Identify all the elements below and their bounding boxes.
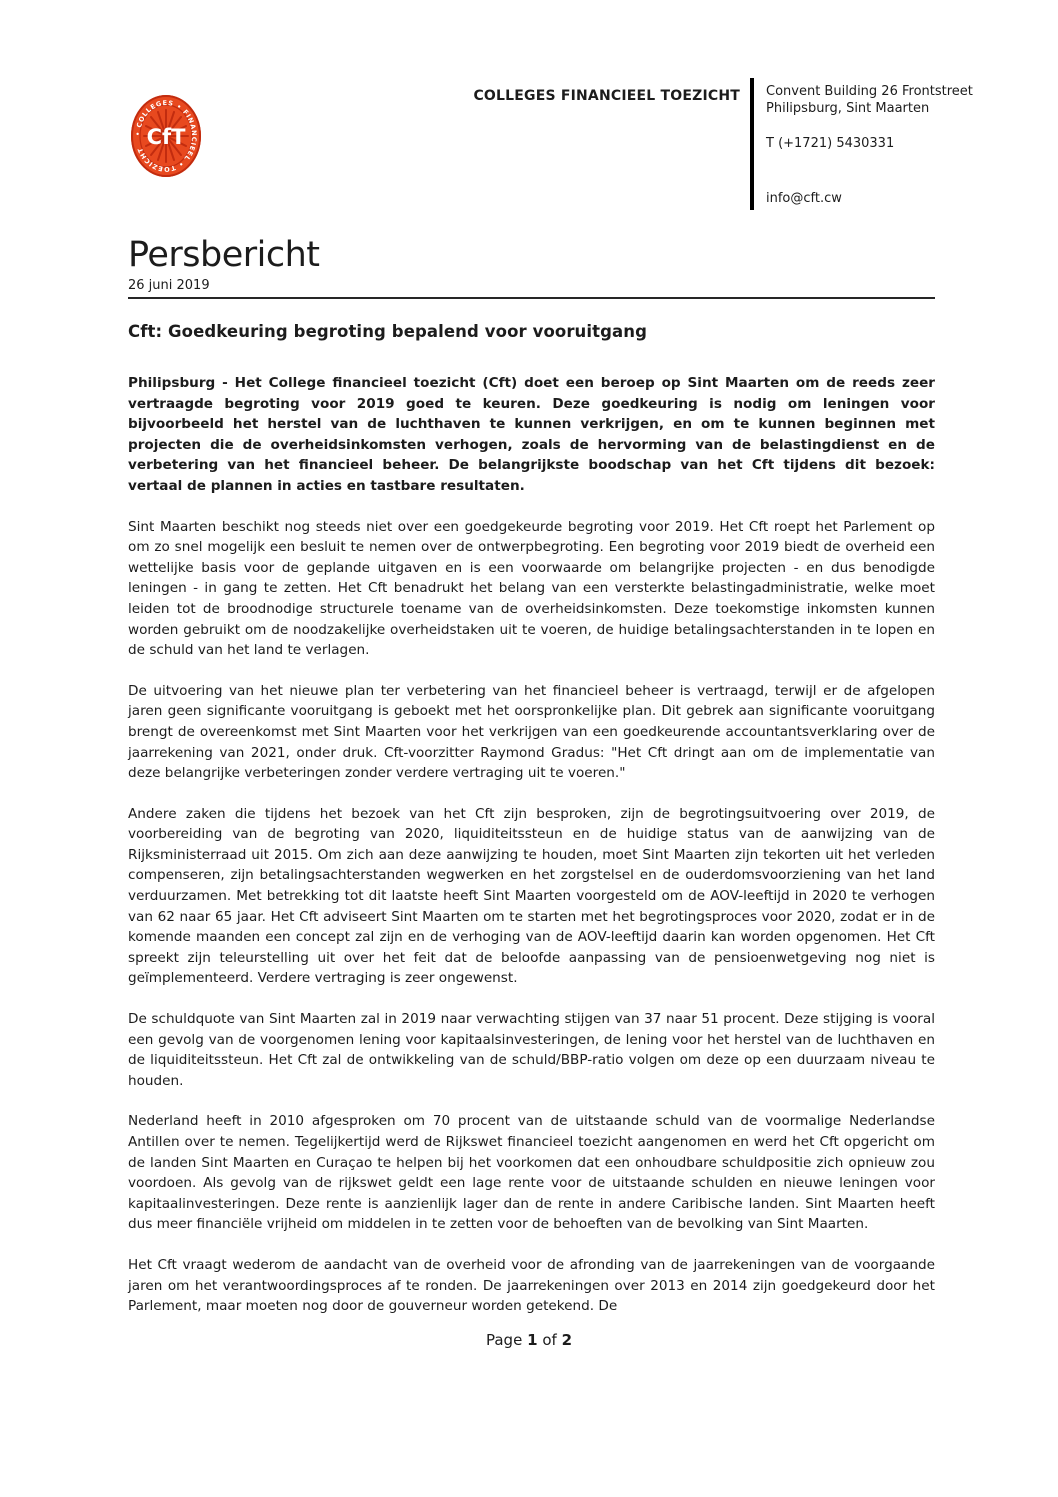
cft-logo-icon — [130, 94, 202, 178]
press-release-body — [128, 322, 935, 1337]
phone-number: T (+1721) 5430331 — [766, 136, 895, 151]
spacer — [766, 152, 973, 190]
page-total: 2 — [561, 1331, 572, 1349]
contact-block — [766, 83, 973, 207]
document-date: 26 juni 2019 — [128, 277, 210, 293]
paragraph: Sint Maarten beschikt nog steeds niet over een goedgekeurde begroting voor 2019. Het Cft roept het Parlement op om zo snel mogelijk een besluit te nemen over de ontwerpbegroting. Een begroting voor 2019 biedt de overheid een wettelijke basis voor de geplande uitgaven en is een voorwaarde om belangrijke projecten - en dus benodigde leningen - in gang te zetten. Het Cft benadrukt het belang van een versterkte belastingadministratie, welke moet leiden tot de broodnodige structurele toename van de overheidsinkomsten. Deze toekomstige inkomsten kunnen worden gebruikt om de noodzakelijke overheidstaken uit te voeren, de huidige betalingsachterstanden in te lopen en de schuld van het land te verlagen. — [128, 518, 935, 659]
headline: Cft: Goedkeuring begroting bepalend voor vooruitgang — [128, 322, 648, 341]
logo-center-text: CfT — [146, 125, 186, 149]
lead-paragraph: Philipsburg - Het College financieel toezicht (Cft) doet een beroep op Sint Maarten om de reeds zeer vertraagde begroting voor 2019 goed te keuren. Deze goedkeuring is nodig om leningen voor bijvoorbeeld het herstel van de luchthaven te kunnen verkrijgen, en om te kunnen beginnen met projecten die de overheidsinkomsten verhogen, zoals de hervorming van de belastingdienst en de verbetering van het financieel beheer. De belangrijkste boodschap van het Cft tijdens dit bezoek: vertaal de plannen in acties en tastbare resultaten. — [128, 375, 935, 494]
header-divider — [750, 78, 754, 210]
logo-ring-text: • COLLEGES • FINANCIEEL • TOEZICHT — [133, 98, 199, 174]
page-footer — [0, 1331, 1058, 1349]
letterhead — [128, 78, 973, 210]
address-line-2: Philipsburg, Sint Maarten — [766, 101, 930, 116]
paragraph: De schuldquote van Sint Maarten zal in 2019 naar verwachting stijgen van 37 naar 51 procent. Deze stijging is vooral een gevolg van de voorgenomen lening voor kapitaalsinvesteringen, de lening voor het herstel van de luchthaven en de liquiditeitssteun. Het Cft zal de ontwikkeling van de schuld/BBP-ratio volgen om deze op een duurzaam niveau te houden. — [128, 1011, 935, 1089]
paragraph: Nederland heeft in 2010 afgesproken om 70 procent van de uitstaande schuld van de voormalige Nederlandse Antillen over te nemen. Tegelijkertijd werd de Rijkswet financieel toezicht aangenomen en werd het Cft opgericht om de landen Sint Maarten en Curaçao te helpen bij het voorkomen dat een onhoudbare schuldpositie zich opnieuw zou voordoen. Als gevolg van de rijkswet geldt een lage rente voor de uitstaande schulden en nieuwe leningen voor kapitaalinvesteringen. Deze rente is aanzienlijk lager dan de rente in andere Caribische landen. Sint Maarten heeft dus meer financiële vrijheid om middelen in te zetten voor de behoeften van de bevolking van Sint Maarten. — [128, 1113, 935, 1233]
paragraph: Andere zaken die tijdens het bezoek van het Cft zijn besproken, zijn de begrotingsuitvoering over 2019, de voorbereiding van de begroting van 2020, liquiditeitssteun en de huidige status van de aanwijzing van de Rijksministerraad uit 2015. Om zich aan deze aanwijzing te houden, moet Sint Maarten zijn tekorten uit het verleden compenseren, zijn betalingsachterstanden wegwerken en het zorgstelsel en de ouderdomsvoorziening van het land verduurzamen. Met betrekking tot dit laatste heeft Sint Maarten voorgesteld om de AOV-leeftijd in 2020 te verhogen van 62 naar 65 jaar. Het Cft adviseert Sint Maarten om te starten met het begrotingsproces voor 2020, zodat er in de komende maanden een concept zal zijn en de verhoging van de AOV-leeftijd daarin kan worden opgenomen. Het Cft spreekt zijn teleurstelling uit over het feit dat de beloofde aanpassing van de pensioenwetgeving nog niet is geïmplementeerd. Verdere vertraging is zeer ongewenst. — [128, 805, 935, 987]
paragraph: Het Cft vraagt wederom de aandacht van de overheid voor de afronding van de jaarrekeningen van de voorgaande jaren om het verantwoordingsproces af te ronden. De jaarrekeningen over 2013 en 2014 zijn goedgekeurd door het Parlement, maar moeten nog door de gouverneur worden getekend. De — [128, 1256, 935, 1315]
spacer — [766, 117, 973, 135]
page-title: Persbericht — [128, 235, 320, 275]
address-line-1: Convent Building 26 Frontstreet — [766, 84, 973, 99]
page-word: Page — [485, 1331, 523, 1349]
page-number: 1 — [527, 1331, 538, 1349]
cft-seal-icon — [130, 94, 202, 178]
of-word: of — [542, 1331, 557, 1349]
paragraph: De uitvoering van het nieuwe plan ter verbetering van het financieel beheer is vertraagd, terwijl er de afgelopen jaren geen significante vooruitgang is geboekt met het oorspronkelijke plan. Dit gebrek aan significante vooruitgang brengt de overeenkomst met Sint Maarten voor het verkrijgen van een goedkeurende accountantsverklaring over de jaarrekening van 2021, onder druk. Cft-voorzitter Raymond Gradus: "Het Cft dringt aan om de implementatie van deze belangrijke verbeteringen zonder verdere vertraging uit te voeren." — [128, 682, 935, 782]
org-name: COLLEGES FINANCIEEL TOEZICHT — [473, 88, 740, 104]
title-block — [128, 236, 935, 299]
email-address: info@cft.cw — [766, 191, 842, 206]
